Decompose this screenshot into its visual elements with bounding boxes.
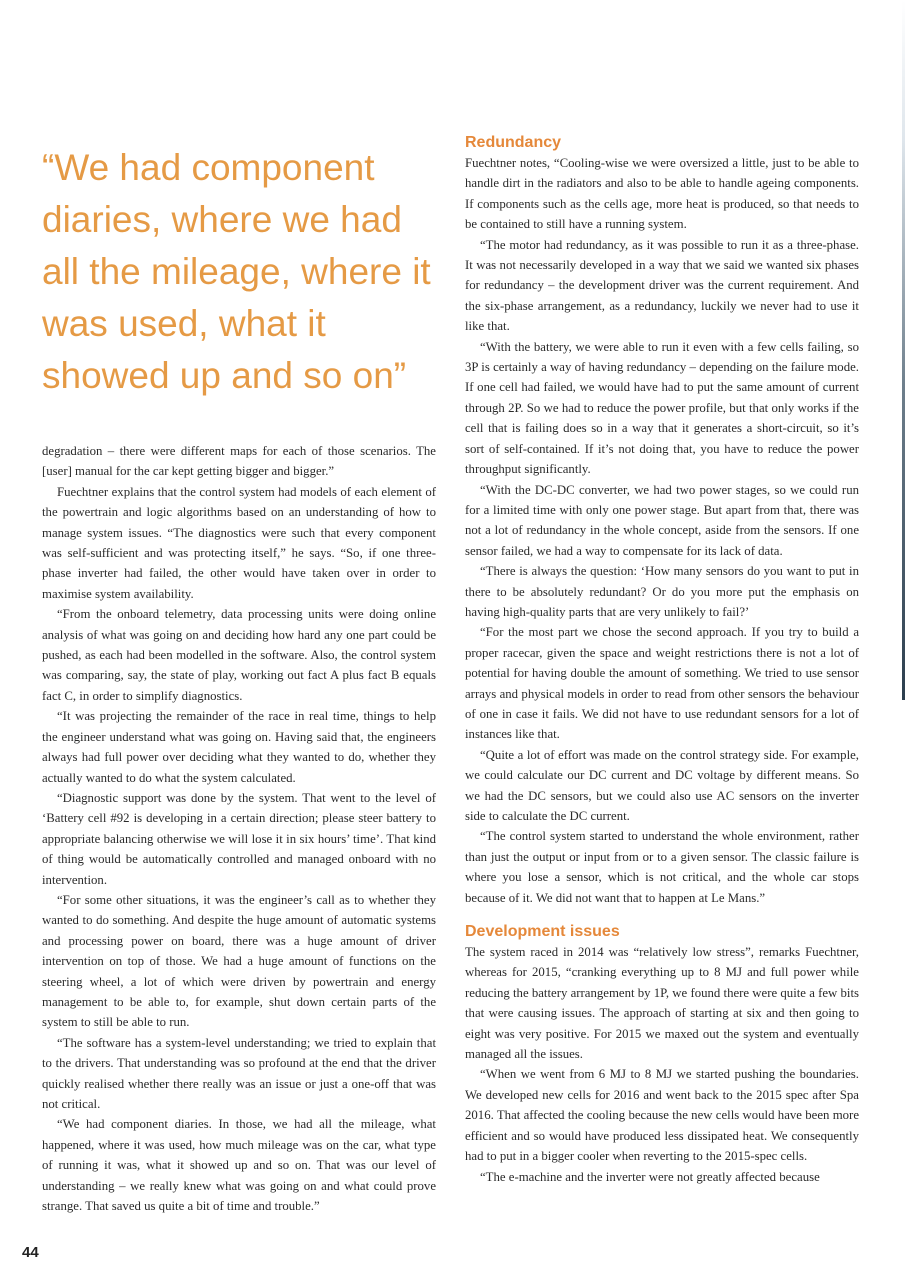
paragraph: “The control system started to understand the whole environment, rather than just the output or input from or to a given sensor. The classic failure is where you lose a sensor, which is not critical, and the whole car stops because of it. We did not want that to happen at Le Mans.” bbox=[465, 829, 859, 905]
paragraph: “There is always the question: ‘How many sensors do you want to put in there to be absolutely redundant? Or do you more put the emphasis on having high-quality parts that are very unlikely to fail?’ bbox=[465, 564, 859, 619]
paragraph: Fuechtner explains that the control system had models of each element of the powertrain and logic algorithms based on an understanding of how to manage system issues. “The diagnostics were such that every component was self-sufficient and was protecting itself,” he says. “So, if one three-phase inverter had failed, the other would have taken over in order to maximise system availability. bbox=[42, 484, 436, 601]
pull-quote: “We had component diaries, where we had all the mileage, where it was used, what it showed up and so on” bbox=[42, 147, 431, 396]
paragraph: Fuechtner notes, “Cooling-wise we were oversized a little, just to be able to handle dirt in the radiators and also to be able to handle ageing components. If components such as the cells age, more heat is produced, so that needs to be contained to still have a running system. bbox=[465, 156, 859, 232]
paragraph: “For the most part we chose the second approach. If you try to build a proper racecar, given the space and weight restrictions there is not a lot of potential for having double the amount of something. We tried to use sensor arrays and physical models in order to read from other sensors the behaviour of one in case it fails. We did not have to use redundant sensors for a lot of instances like that. bbox=[465, 625, 859, 742]
paragraph: degradation – there were different maps for each of those scenarios. The [user] manual for the car kept getting bigger and bigger.” bbox=[42, 444, 436, 479]
paragraph: The system raced in 2014 was “relatively low stress”, remarks Fuechtner, whereas for 2015, “cranking everything up to 8 MJ and full power while reducing the battery arrangement by 1P, we found there were quite a few bits that were causing issues. The approach of starting at six and then going to eight was very positive. For 2015 we maxed out the system and eventually managed all the issues. bbox=[465, 945, 859, 1062]
right-column bbox=[465, 133, 859, 1187]
paragraph: “When we went from 6 MJ to 8 MJ we started pushing the boundaries. We developed new cells for 2016 and went back to the 2015 spec after Spa 2016. That affected the cooling because the new cells would have been more efficient and so would have produced less dissipated heat. We consequently had to put in a bigger cooler when reverting to the 2015-spec cells. bbox=[465, 1067, 859, 1164]
paragraph: “It was projecting the remainder of the race in real time, things to help the engineer understand what was going on. Having said that, the engineers always had full power over deciding what they wanted to do, whether they actually wanted to do what the system calculated. bbox=[42, 709, 436, 785]
section-heading-development-issues: Development issues bbox=[465, 923, 620, 941]
left-column bbox=[42, 441, 436, 1216]
paragraph: “For some other situations, it was the engineer’s call as to whether they wanted to do something. And despite the huge amount of automatic systems and processing power on board, there was a huge amount of driver intervention on top of those. We had a huge amount of functions on the steering wheel, a lot of which were driven by powertrain and energy management to be able to, for example, shut down certain parts of the system to still be able to run. bbox=[42, 892, 436, 1030]
paragraph: “From the onboard telemetry, data processing units were doing online analysis of what was going on and deciding how hard any one part could be pushed, as each had been modelled in the software. Also, the control system was comparing, say, the state of play, working out fact A plus fact B equals fact C, in order to simplify diagnostics. bbox=[42, 607, 436, 703]
paragraph: “The e-machine and the inverter were not greatly affected because bbox=[480, 1169, 820, 1184]
section-heading-redundancy: Redundancy bbox=[465, 134, 562, 151]
paragraph: “We had component diaries. In those, we had all the mileage, what happened, where it was used, how much mileage was on the car, what type of running it was, what it showed up and so on. That was our level of understanding – we really knew what was going on and what could prove strange. That saved us quite a bit of time and trouble.” bbox=[42, 1117, 436, 1214]
paragraph: “With the battery, we were able to run it even with a few cells failing, so 3P is certainly a way of having redundancy – depending on the failure mode. If one cell had failed, we would have had to put the same amount of current through 2P. So we had to reduce the power profile, but that only works if the cell that is failing does so in a way that it generates a short-circuit, so it’s sort of self-contained. If it’s not doing that, you have to reduce the power throughput significantly. bbox=[465, 339, 859, 477]
page-number: 44 bbox=[22, 1244, 39, 1261]
paragraph: “The motor had redundancy, as it was possible to run it as a three-phase. It was not necessarily developed in a way that we said we wanted six phases for redundancy – the development driver was the current requirement. And the six-phase arrangement, as a redundancy, luckily we never had to use it like that. bbox=[465, 237, 859, 334]
paragraph: “The software has a system-level understanding; we tried to explain that to the drivers. That understanding was so profound at the end that the driver quickly realised whether there really was an issue or just a one-off that was not critical. bbox=[42, 1035, 436, 1111]
paragraph: “With the DC-DC converter, we had two power stages, so we could run for a limited time with only one power stage. But apart from that, there was not a lot of redundancy in the whole concept, aside from the sensors. If one sensor failed, we had a way to compensate for its lack of data. bbox=[465, 482, 859, 558]
paragraph: “Diagnostic support was done by the system. That went to the level of ‘Battery cell #92 is developing in a certain direction; please steer battery to appropriate balancing otherwise we will lose it in six hours’ time’. That kind of thing would be automatically controlled and managed onboard with no intervention. bbox=[42, 790, 436, 887]
paragraph: “Quite a lot of effort was made on the control strategy side. For example, we could calculate our DC current and DC voltage by different means. So we had the DC sensors, but we could also use AC sensors on the inverter side to calculate the DC current. bbox=[465, 747, 859, 823]
